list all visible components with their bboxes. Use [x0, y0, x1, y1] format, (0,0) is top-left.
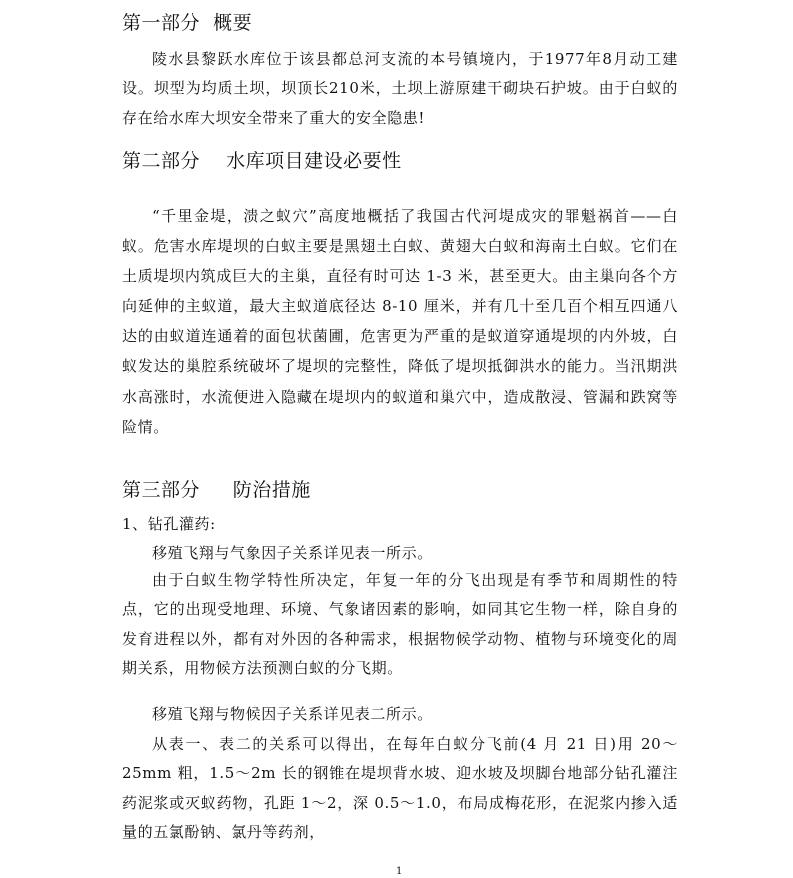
table2-reference: 移殖飞翔与物候因子关系详见表二所示。 — [152, 705, 433, 723]
section2-heading: 第二部分 水库项目建设必要性 — [122, 150, 402, 172]
page-number: 1 — [396, 866, 403, 877]
section3-item-1: 1、钻孔灌药: — [122, 515, 216, 533]
table1-reference: 移殖飞翔与气象因子关系详见表一所示。 — [152, 544, 433, 562]
section1-paragraph: 陵水县黎跃水库位于该县都总河支流的本号镇境内，于1977年8月动工建设。坝型为均质土坝，坝顶长210米，土坝上游原建干砌块石护坡。由于白蚁的存在给水库大坝安全带来了重大的安全隐患! — [122, 50, 678, 127]
section3-heading: 第三部分 防治措施 — [122, 479, 311, 501]
section2-paragraph: “千里金堤，溃之蚁穴”高度地概括了我国古代河堤成灾的罪魁祸首——白蚁。危害水库堤坝的白蚁主要是黑翅土白蚁、黄翅大白蚁和海南土白蚁。它们在土质堤坝内筑成巨大的主巢，直径有时可达 1-3 米，甚至更大。由主巢向各个方向延伸的主蚁道，最大主蚁道底径达 8-10 厘米，并有几十至几百个相互四通八达的由蚁道连通着的面包状菌圃，危害更为严重的是蚁道穿通堤坝的内外坡，白蚁发达的巢腔系统破坏了堤坝的完整性，降低了堤坝抵御洪水的能力。当汛期洪水高涨时，水流便进入隐藏在堤坝内的蚁道和巢穴中，造成散浸、管漏和跌窝等险情。 — [122, 207, 678, 436]
section3-paragraph-b: 从表一、表二的关系可以得出，在每年白蚁分飞前(4 月 21 日)用 20～25mm 粗，1.5～2m 长的钢锥在堤坝背水坡、迎水坡及坝脚台地部分钻孔灌注药泥浆或灭蚁药物，孔距 1～2，深 0.5～1.0，布局成梅花形，在泥浆内掺入适量的五氯酚钠、氯丹等药剂， — [122, 735, 678, 841]
section3-paragraph-a: 由于白蚁生物学特性所决定，年复一年的分飞出现是有季节和周期性的特点，它的出现受地理、环境、气象诸因素的影响，如同其它生物一样，除自身的发育进程以外，都有对外因的各种需求，根据物候学动物、植物与环境变化的周期关系，用物候方法预测白蚁的分飞期。 — [122, 571, 678, 677]
section1-heading: 第一部分 概要 — [122, 12, 253, 34]
